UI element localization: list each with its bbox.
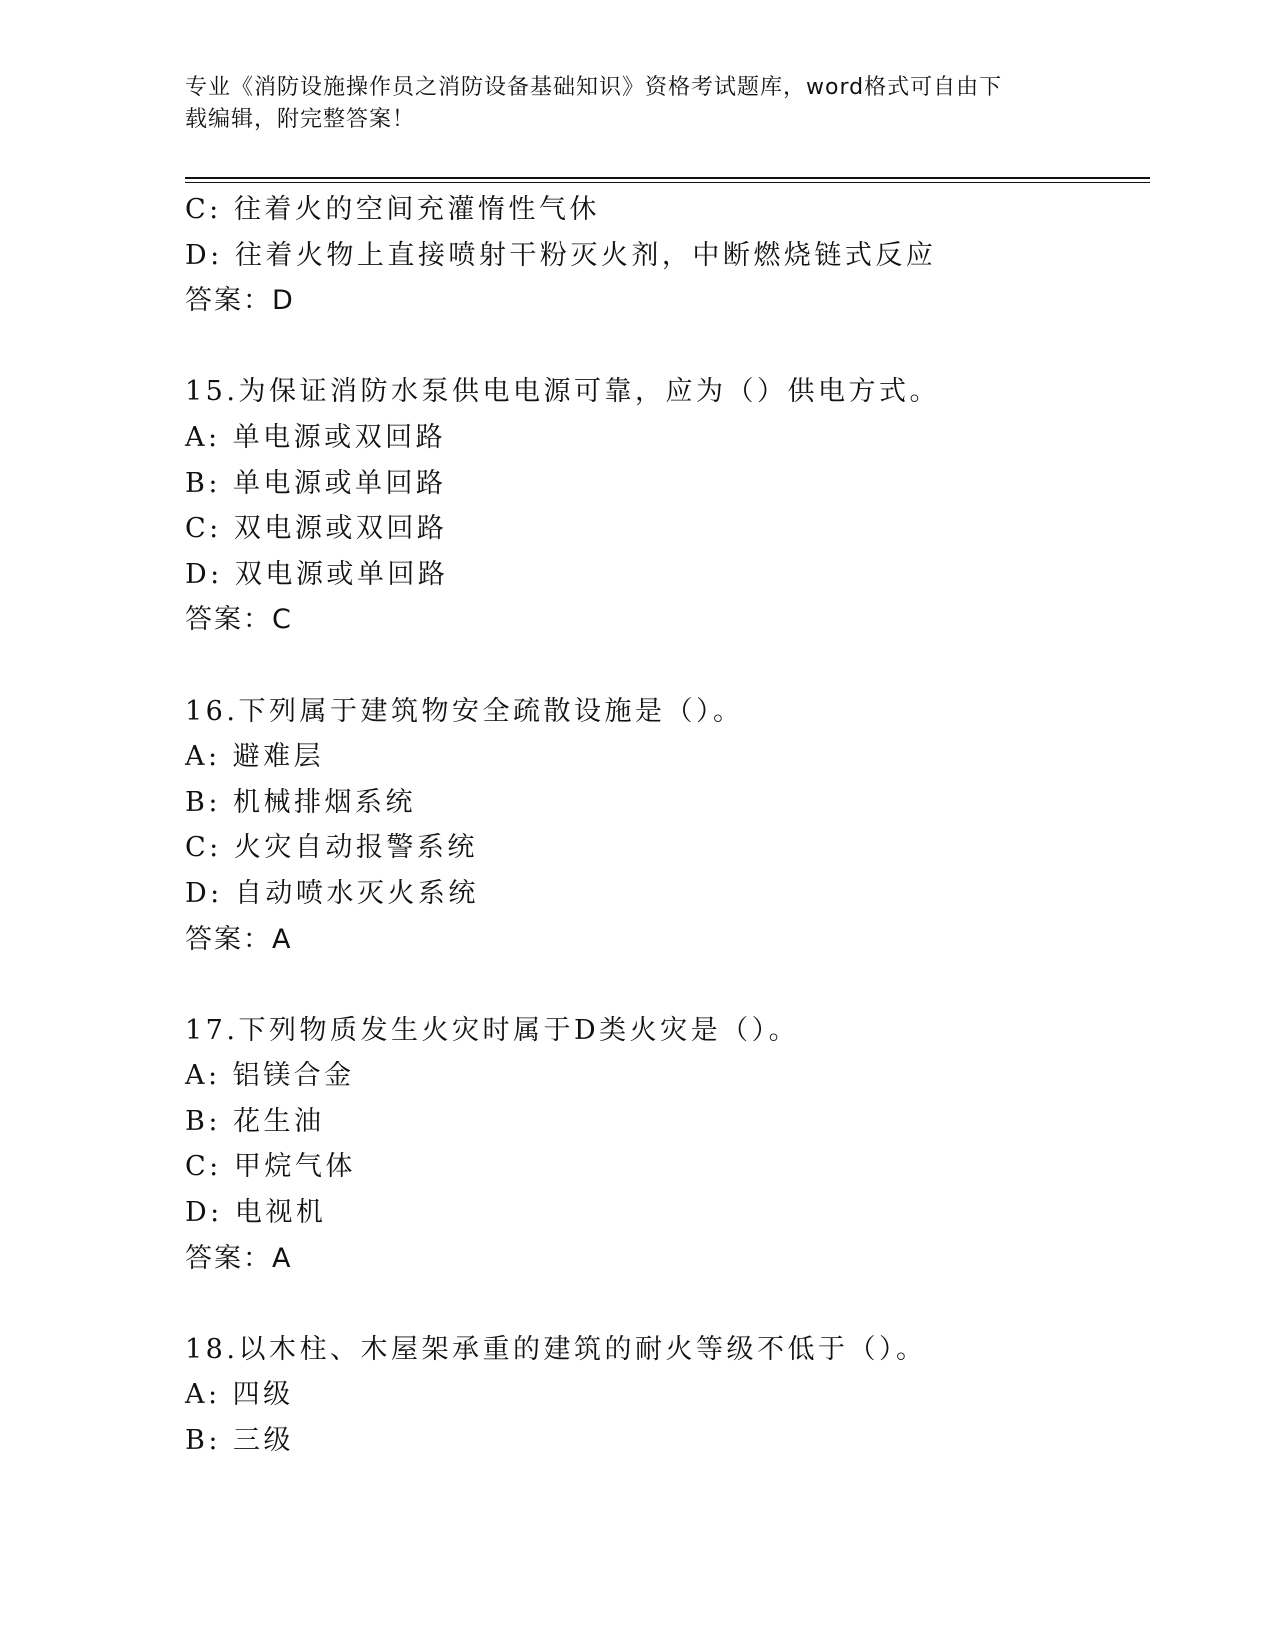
option-c: C: 甲烷气体 — [185, 1151, 356, 1183]
option-d: D: 双电源或单回路 — [185, 558, 449, 590]
option-d: D: 往着火物上直接喷射干粉灭火剂，中断燃烧链式反应 — [185, 239, 937, 271]
option-c: C: 双电源或双回路 — [185, 513, 448, 545]
option-a: A: 铝镁合金 — [185, 1060, 355, 1092]
question-stem-18: 18.以木柱、木屋架承重的建筑的耐火等级不低于（）。 — [185, 1333, 927, 1365]
spacer — [185, 962, 1145, 1008]
option-c: C: 火灾自动报警系统 — [185, 832, 478, 864]
header-line-2: 载编辑，附完整答案！ — [185, 107, 416, 132]
option-d: D: 自动喷水灭火系统 — [185, 877, 479, 909]
question-list — [185, 187, 1145, 1464]
spacer — [185, 324, 1145, 370]
option-a: A: 避难层 — [185, 741, 325, 773]
option-a: A: 单电源或双回路 — [185, 421, 447, 453]
spacer — [185, 643, 1145, 689]
answer-line: 答案：C — [185, 604, 293, 636]
answer-line: 答案：D — [185, 285, 295, 317]
header-line-1: 专业《消防设施操作员之消防设备基础知识》资格考试题库，word格式可自由下 — [185, 75, 1003, 100]
option-b: B: 花生油 — [185, 1105, 325, 1137]
header-rule-thin — [185, 182, 1150, 183]
answer-line: 答案：A — [185, 923, 293, 955]
spacer — [185, 1281, 1145, 1327]
option-b: B: 单电源或单回路 — [185, 467, 447, 499]
option-d: D: 电视机 — [185, 1197, 327, 1229]
header-rule-thick — [185, 177, 1150, 179]
option-c: C: 往着火的空间充灌惰性气休 — [185, 194, 600, 225]
option-a: A: 四级 — [185, 1379, 294, 1411]
question-stem-17: 17.下列物质发生火灾时属于D类火灾是（）。 — [185, 1014, 800, 1046]
option-b: B: 机械排烟系统 — [185, 786, 417, 818]
question-stem-16: 16.下列属于建筑物安全疏散设施是（）。 — [185, 695, 744, 727]
option-b: B: 三级 — [185, 1425, 295, 1457]
answer-line: 答案：A — [185, 1242, 293, 1274]
question-stem-15: 15.为保证消防水泵供电电源可靠，应为（）供电方式。 — [185, 376, 940, 408]
document-header — [185, 72, 1085, 136]
